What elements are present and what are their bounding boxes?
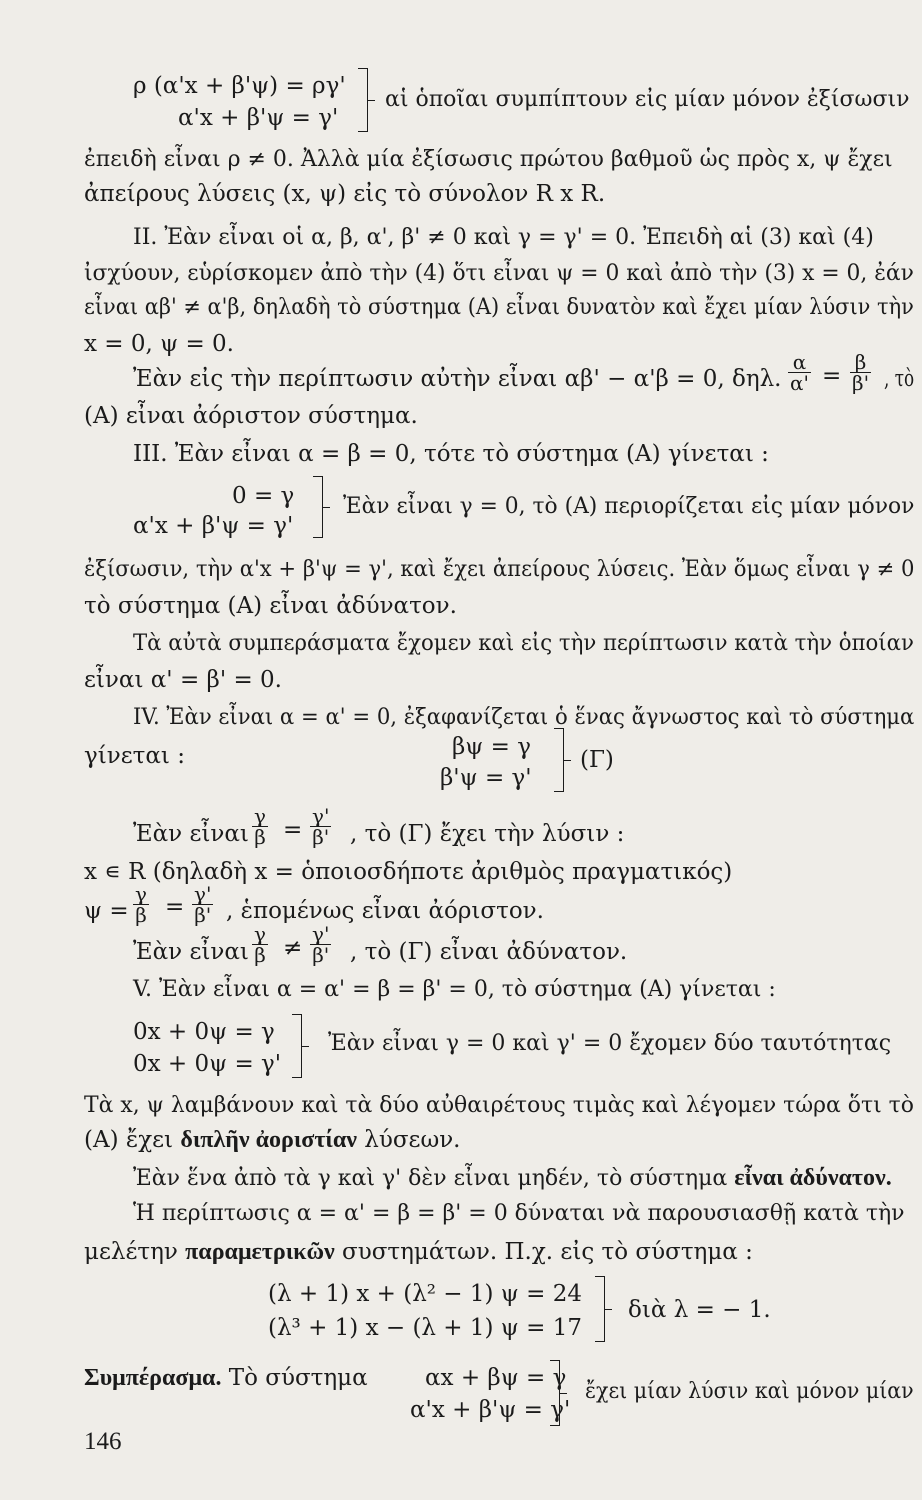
text-line: Ἐὰν εἶναι γ = 0 καὶ γ' = 0 ἔχομεν δύο ταυτότητας	[328, 1031, 892, 1056]
text-line: , τὸ (Γ) ἔχει τὴν λύσιν :	[350, 821, 625, 847]
numerator: α	[788, 352, 811, 373]
text-line: ἔχει μίαν λύσιν καὶ μόνον μίαν	[585, 1379, 914, 1404]
bold-term: εἶναι ἀδύνατον.	[734, 1165, 892, 1191]
denominator: β'	[312, 943, 330, 967]
right-brace	[358, 68, 368, 132]
equation-line: β'ψ = γ'	[440, 765, 532, 791]
text-line: x ∊ R (δηλαδὴ x = ὁποιοσδήποτε ἀριθμὸς πραγματικός)	[84, 859, 733, 885]
numerator: γ'	[312, 922, 330, 946]
text-line: , τὸ	[884, 366, 915, 392]
fraction	[850, 352, 871, 393]
text-line: x = 0, ψ = 0.	[84, 331, 234, 357]
right-brace	[554, 728, 564, 792]
text-line: τὸ σύστημα (Α) εἶναι ἀδύνατον.	[84, 593, 457, 619]
numerator: γ'	[194, 882, 212, 906]
text-line: Ἡ περίπτωσις α = α' = β = β' = 0 δύναται νὰ παρουσιασθῇ κατὰ τὴν	[133, 1201, 905, 1226]
text-line	[133, 1164, 892, 1193]
text-line: Ἐὰν εἶναι γ = 0, τὸ (Α) περιορίζεται εἰς μίαν μόνον	[343, 494, 915, 519]
text-line: Τὰ αὐτὰ συμπεράσματα ἔχομεν καὶ εἰς τὴν περίπτωσιν κατὰ τὴν ὁποίαν	[133, 631, 914, 656]
text-span: Ἐὰν ἕνα ἀπὸ τὰ γ καὶ γ' δὲν εἶναι μηδέν, τὸ σύστημα	[133, 1166, 728, 1191]
text-line: , τὸ (Γ) εἶναι ἀδύνατον.	[350, 939, 628, 965]
bold-term: διπλῆν ἀοριστίαν	[180, 1127, 357, 1153]
right-brace	[595, 1276, 605, 1342]
right-brace	[292, 1014, 302, 1078]
text-line: ἰσχύουν, εὑρίσκομεν ἀπὸ τὴν (4) ὅτι εἶναι ψ = 0 καὶ ἀπὸ τὴν (3) x = 0, ἐάν	[84, 261, 914, 286]
text-span: Τὸ σύστημα	[228, 1365, 368, 1391]
text-line	[84, 1126, 461, 1154]
equation-line: 0 = γ	[232, 483, 295, 509]
text-line: II. Ἐὰν εἶναι οἱ α, β, α', β' ≠ 0 καὶ γ = γ' = 0. Ἐπειδὴ αἱ (3) καὶ (4)	[133, 225, 874, 250]
right-brace	[550, 1360, 560, 1426]
text-span: μελέτην	[84, 1239, 178, 1265]
fraction	[788, 352, 811, 393]
denominator: α'	[790, 371, 810, 395]
fraction	[310, 806, 331, 847]
text-line: III. Ἐὰν εἶναι α = β = 0, τότε τὸ σύστημα (Α) γίνεται :	[133, 441, 769, 467]
denominator: β	[254, 943, 266, 967]
not-equal-sign: ≠	[283, 935, 303, 961]
text-line	[84, 1238, 753, 1266]
numerator: γ'	[312, 804, 330, 828]
text-line: εἶναι αβ' ≠ α'β, δηλαδὴ τὸ σύστημα (Α) εἶναι δυνατὸν καὶ ἔχει μίαν λύσιν τὴν	[84, 295, 914, 320]
text-line: ἐπειδὴ εἶναι ρ ≠ 0. Ἀλλὰ μία ἐξίσωσις πρώτου βαθμοῦ ὡς πρὸς x, ψ ἔχει	[84, 147, 893, 172]
bold-term: παραμετρικῶν	[185, 1239, 335, 1265]
denominator: β'	[194, 903, 212, 927]
page-number: 146	[84, 1428, 122, 1455]
text-line: V. Ἐὰν εἶναι α = α' = β = β' = 0, τὸ σύστημα (Α) γίνεται :	[133, 977, 776, 1002]
equation-line: (λ + 1) x + (λ² − 1) ψ = 24	[268, 1281, 583, 1307]
text-line: Τὰ x, ψ λαμβάνουν καὶ τὰ δύο αὐθαιρέτους τιμὰς καὶ λέγομεν τώρα ὅτι τὸ	[84, 1093, 914, 1118]
equals-sign: =	[822, 363, 842, 389]
numerator: γ	[135, 882, 147, 906]
text-span: συστημάτων. Π.χ. εἰς τὸ σύστημα :	[342, 1239, 753, 1265]
fraction	[252, 806, 268, 847]
text-span: λύσεων.	[364, 1127, 461, 1153]
text-line: Ἐὰν εἶναι	[133, 821, 249, 847]
text-line: γίνεται :	[84, 743, 185, 769]
fraction	[310, 924, 331, 965]
equation-line: (λ³ + 1) x − (λ + 1) ψ = 17	[268, 1315, 583, 1341]
equation-line: 0x + 0ψ = γ'	[133, 1051, 282, 1077]
numerator: γ	[254, 922, 266, 946]
equation-line: βψ = γ	[452, 734, 531, 760]
fraction	[133, 884, 149, 925]
right-brace	[313, 476, 323, 538]
text-line: εἶναι α' = β' = 0.	[84, 667, 282, 693]
text-line: IV. Ἐὰν εἶναι α = α' = 0, ἐξαφανίζεται ὁ ἕνας ἄγνωστος καὶ τὸ σύστημα	[133, 705, 915, 730]
denominator: β'	[852, 371, 870, 395]
text-line: ἐξίσωσιν, τὴν α'x + β'ψ = γ', καὶ ἔχει ἀπείρους λύσεις. Ἐὰν ὅμως εἶναι γ ≠ 0	[84, 557, 915, 582]
text-line: αἱ ὁποῖαι συμπίπτουν εἰς μίαν μόνον ἐξίσωσιν	[385, 87, 910, 112]
equation-line: α'x + β'ψ = γ'	[178, 105, 339, 131]
text-line: διὰ λ = − 1.	[628, 1297, 771, 1323]
equation-line: ψ =	[84, 898, 129, 924]
denominator: β'	[312, 825, 330, 849]
bold-term: Συμπέρασμα.	[84, 1365, 222, 1391]
text-line: , ἑπομένως εἶναι ἀόριστον.	[226, 898, 544, 924]
label-gamma: (Γ)	[580, 747, 614, 773]
denominator: β	[254, 825, 266, 849]
text-line: (Α) εἶναι ἀόριστον σύστημα.	[84, 403, 418, 429]
denominator: β	[135, 903, 147, 927]
text-line: Ἐὰν εἰς τὴν περίπτωσιν αὐτὴν εἶναι αβ' − α'β = 0, δηλ.	[133, 366, 782, 392]
equation-line: ρ (α'x + β'ψ) = ργ'	[133, 73, 346, 99]
equals-sign: =	[165, 894, 185, 920]
text-line: Ἐὰν εἶναι	[133, 939, 249, 965]
text-line	[84, 1364, 368, 1392]
equation-line: αx + βψ = γ	[425, 1365, 567, 1391]
numerator: γ	[254, 804, 266, 828]
equation-line: α'x + β'ψ = γ'	[410, 1397, 571, 1423]
fraction	[252, 924, 268, 965]
text-span: (Α) ἔχει	[84, 1127, 174, 1153]
fraction	[192, 884, 213, 925]
text-line: ἀπείρους λύσεις (x, ψ) εἰς τὸ σύνολον R x R.	[84, 181, 606, 207]
equals-sign: =	[283, 817, 303, 843]
equation-line: α'x + β'ψ = γ'	[133, 513, 294, 539]
numerator: β	[850, 352, 871, 373]
equation-line: 0x + 0ψ = γ	[133, 1019, 275, 1045]
